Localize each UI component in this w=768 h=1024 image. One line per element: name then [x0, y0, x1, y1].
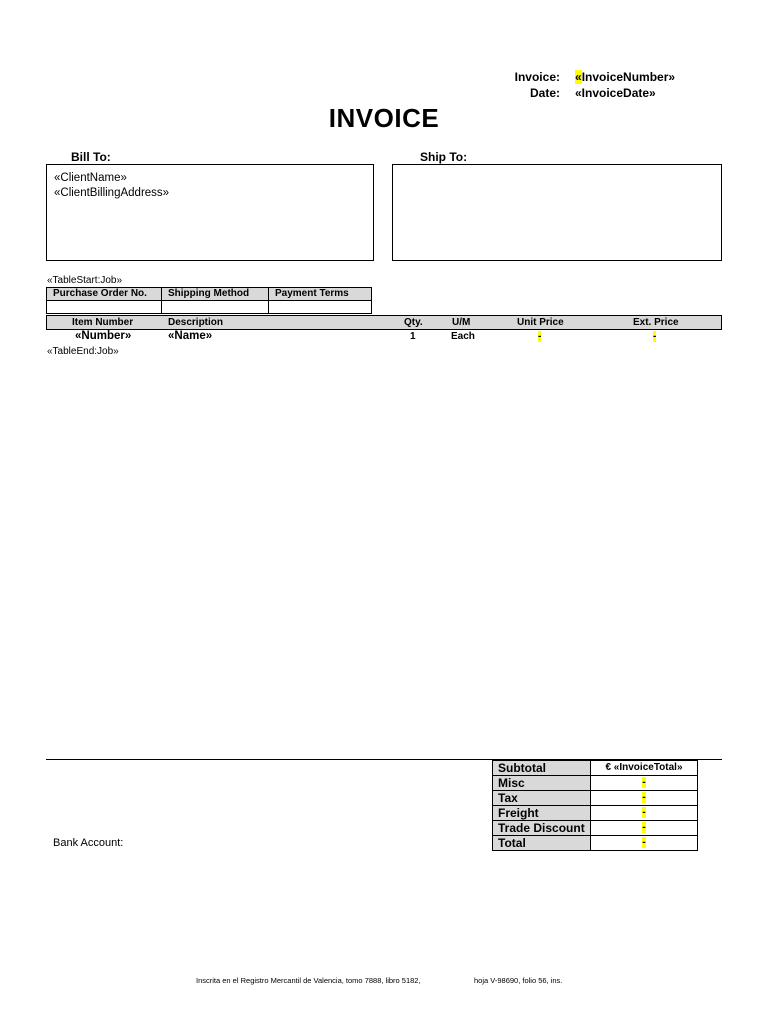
item-number-header: Item Number	[72, 317, 134, 328]
order-info-table	[46, 287, 372, 314]
totals-row-tax	[493, 791, 698, 806]
trade-discount-value-cell	[591, 821, 698, 836]
totals-row-trade-discount	[493, 821, 698, 836]
footer-sheet: hoja V-98690, folio 56, ins.	[474, 976, 563, 985]
total-value: -	[642, 837, 646, 848]
payment-terms-header: Payment Terms	[269, 288, 372, 301]
totals-row-misc	[493, 776, 698, 791]
totals-table	[492, 760, 698, 851]
unit-price-header: Unit Price	[517, 317, 564, 328]
trade-discount-label: Trade Discount	[493, 821, 591, 836]
ext-price-cell: -	[653, 331, 657, 342]
table-end-tag: «TableEnd:Job»	[47, 346, 119, 357]
subtotal-label: Subtotal	[493, 761, 591, 776]
footer-registry: Inscrita en el Registro Mercantil de Valencia, tomo 7888, libro 5182,	[196, 976, 421, 985]
description-cell: «Name»	[168, 330, 213, 342]
total-value-cell	[591, 836, 698, 851]
invoice-number-placeholder: InvoiceNumber»	[581, 70, 676, 84]
subtotal-value: € «InvoiceTotal»	[591, 761, 698, 776]
items-table-header	[46, 315, 722, 330]
bill-to-label: Bill To:	[71, 150, 111, 164]
totals-row-freight	[493, 806, 698, 821]
tax-label: Tax	[493, 791, 591, 806]
um-header: U/M	[452, 317, 471, 328]
totals-row-subtotal	[493, 761, 698, 776]
misc-value: -	[642, 777, 646, 788]
invoice-date-value: «InvoiceDate»	[575, 86, 656, 100]
freight-label: Freight	[493, 806, 591, 821]
um-cell: Each	[451, 331, 475, 342]
highlight-mark: «	[575, 70, 582, 84]
page-title: INVOICE	[328, 103, 440, 133]
payment-terms-cell	[269, 301, 372, 314]
ship-to-box	[392, 164, 722, 261]
misc-value-cell	[591, 776, 698, 791]
client-name: «ClientName»	[54, 172, 127, 184]
totals-row-total	[493, 836, 698, 851]
tax-value-cell	[591, 791, 698, 806]
freight-value-cell	[591, 806, 698, 821]
unit-price-cell: -	[538, 331, 542, 342]
purchase-order-cell	[47, 301, 162, 314]
bank-account-label: Bank Account:	[53, 837, 124, 849]
trade-discount-value: -	[642, 822, 646, 833]
order-info-header-row	[47, 288, 372, 301]
table-start-tag: «TableStart:Job»	[47, 275, 123, 286]
client-billing-address: «ClientBillingAddress»	[54, 187, 170, 199]
qty-header: Qty.	[404, 317, 423, 328]
freight-value: -	[642, 807, 646, 818]
invoice-date-label: Date:	[529, 86, 560, 100]
invoice-number-label: Invoice:	[514, 70, 560, 84]
order-info-value-row	[47, 301, 372, 314]
qty-cell: 1	[410, 331, 416, 342]
bill-to-box	[46, 164, 374, 261]
invoice-number-value	[575, 70, 675, 84]
description-header: Description	[168, 317, 224, 328]
total-label: Total	[493, 836, 591, 851]
tax-value: -	[642, 792, 646, 803]
shipping-method-header: Shipping Method	[162, 288, 269, 301]
ext-price-header: Ext. Price	[633, 317, 679, 328]
ship-to-label: Ship To:	[420, 150, 468, 164]
shipping-method-cell	[162, 301, 269, 314]
purchase-order-header: Purchase Order No.	[47, 288, 162, 301]
item-number-cell: «Number»	[75, 330, 132, 342]
misc-label: Misc	[493, 776, 591, 791]
